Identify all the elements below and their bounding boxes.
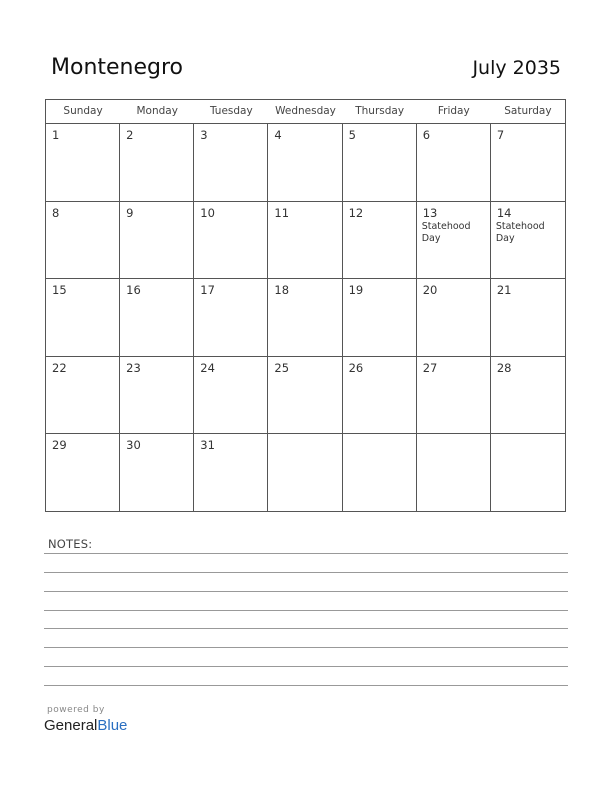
note-line [44, 572, 568, 573]
day-cell [194, 434, 268, 512]
day-cell [268, 202, 342, 280]
day-number: 16 [126, 283, 141, 298]
day-cell [491, 279, 565, 357]
day-number: 18 [274, 283, 290, 298]
brand-general: General [44, 717, 98, 734]
day-cell [343, 202, 417, 280]
note-line [44, 591, 568, 592]
weekday-header [46, 100, 565, 124]
day-cell [120, 202, 194, 280]
day-cell [343, 357, 417, 435]
day-cell [417, 124, 491, 202]
notes-label: NOTES: [48, 537, 93, 551]
month-year: July 2035 [472, 57, 561, 79]
note-line [44, 553, 568, 554]
day-cell [417, 279, 491, 357]
day-cell [194, 357, 268, 435]
day-number: 5 [348, 128, 356, 142]
day-number: 17 [200, 283, 215, 298]
note-line [44, 647, 568, 648]
day-number: 19 [348, 283, 364, 298]
day-cell [491, 124, 565, 202]
day-number: 11 [274, 205, 290, 220]
note-line [44, 610, 568, 611]
day-number: 29 [52, 438, 67, 453]
day-number: 2 [126, 128, 134, 142]
weekday-friday: Friday [437, 105, 470, 117]
calendar-grid [45, 99, 566, 512]
day-number: 27 [422, 360, 438, 375]
day-cell [46, 124, 120, 202]
day-number: 14 [496, 205, 512, 220]
day-cell [46, 279, 120, 357]
weekday-wednesday: Wednesday [275, 105, 336, 117]
weekday-thursday: Thursday [355, 105, 405, 117]
day-cell [491, 434, 565, 512]
holiday-label: Statehood Day [495, 220, 545, 244]
day-cell [120, 124, 194, 202]
country-title: Montenegro [51, 55, 184, 80]
day-number: 24 [200, 360, 215, 375]
day-number: 31 [200, 438, 215, 453]
day-cell [491, 357, 565, 435]
day-number: 8 [52, 205, 60, 220]
weekday-sunday: Sunday [63, 105, 103, 117]
day-cell [46, 434, 120, 512]
day-number: 22 [52, 360, 67, 375]
day-number: 20 [422, 283, 438, 298]
day-number: 21 [496, 283, 512, 298]
note-line [44, 666, 568, 667]
day-number: 28 [496, 360, 512, 375]
day-number: 4 [274, 128, 282, 142]
weekday-monday: Monday [136, 105, 178, 117]
day-cell [46, 357, 120, 435]
day-number: 26 [348, 360, 364, 375]
day-cell [268, 124, 342, 202]
note-line [44, 628, 568, 629]
day-number: 25 [274, 360, 290, 375]
day-number: 23 [126, 360, 141, 375]
day-number: 7 [496, 128, 505, 142]
day-cell [268, 434, 342, 512]
day-cell [268, 357, 342, 435]
generalblue-logo[interactable] [44, 717, 127, 734]
day-number: 3 [200, 128, 208, 142]
day-cell [120, 434, 194, 512]
day-number: 10 [200, 205, 215, 220]
day-number: 9 [126, 205, 134, 220]
powered-by-text: powered by [47, 705, 105, 715]
day-cell [194, 279, 268, 357]
day-number: 15 [52, 283, 67, 298]
day-number: 12 [348, 205, 364, 220]
day-cell [268, 279, 342, 357]
day-cell [343, 279, 417, 357]
weekday-tuesday: Tuesday [209, 105, 253, 117]
day-cell [417, 202, 491, 280]
day-number: 1 [52, 128, 60, 142]
day-cell [417, 357, 491, 435]
holiday-label: Statehood Day [421, 220, 471, 244]
brand-blue: Blue [97, 717, 128, 734]
day-cell [194, 124, 268, 202]
day-cell [46, 202, 120, 280]
day-number: 13 [422, 205, 438, 220]
day-cell [343, 124, 417, 202]
day-number: 30 [126, 438, 141, 453]
day-cell [491, 202, 565, 280]
day-cell [120, 357, 194, 435]
weekday-saturday: Saturday [504, 105, 552, 117]
days-grid [46, 124, 565, 512]
day-cell [417, 434, 491, 512]
day-cell [120, 279, 194, 357]
note-line [44, 685, 568, 686]
day-cell [194, 202, 268, 280]
day-cell [343, 434, 417, 512]
day-number: 6 [422, 128, 431, 142]
